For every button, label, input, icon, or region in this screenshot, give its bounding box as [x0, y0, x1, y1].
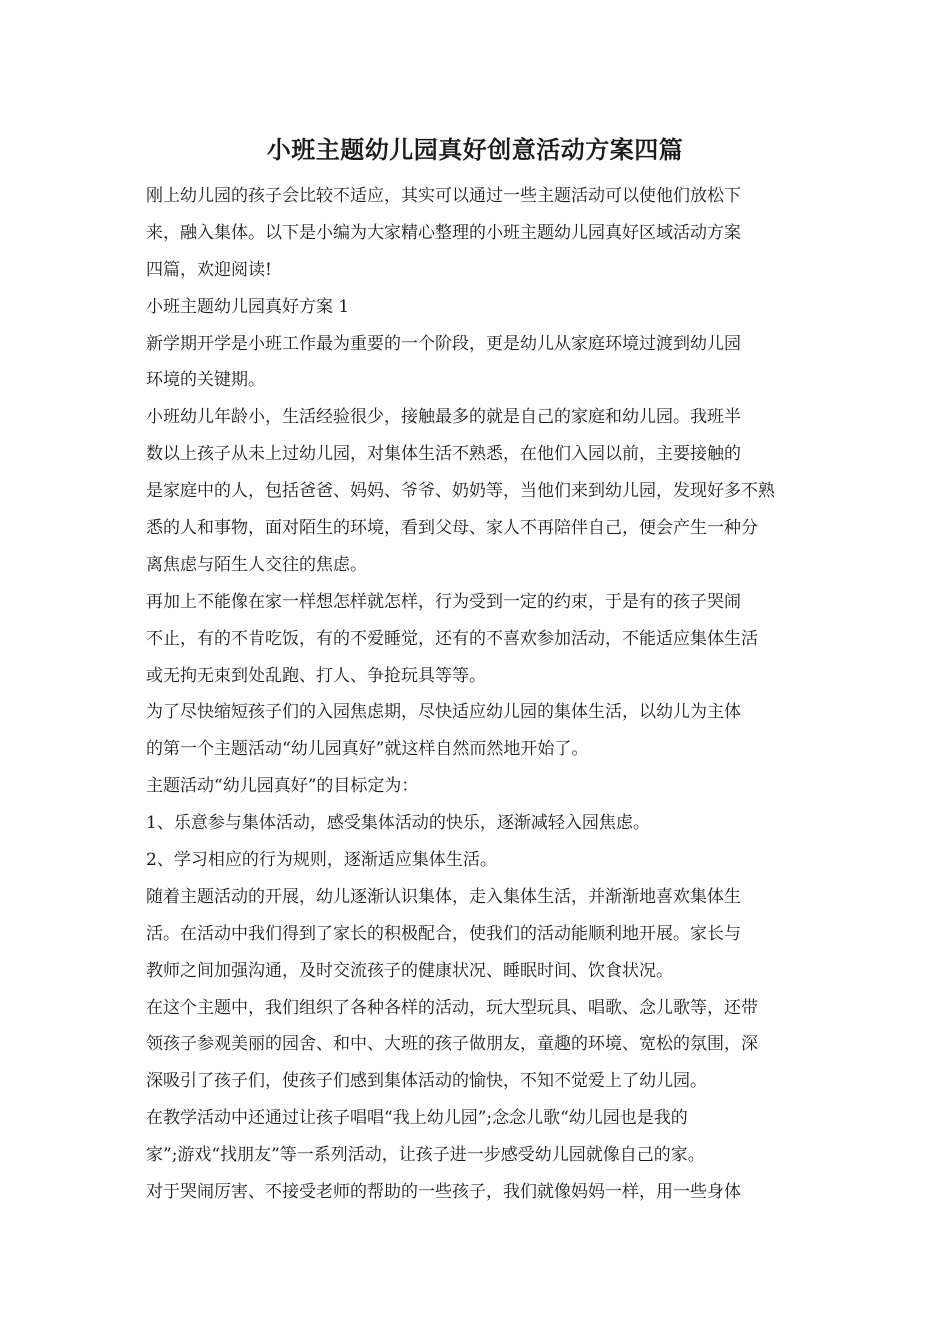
text-line: 离焦虑与陌生人交往的焦虑。 — [146, 554, 367, 575]
text-line: 活。在活动中我们得到了家长的积极配合，使我们的活动能顺利地开展。家长与 — [146, 923, 741, 944]
text-line: 环境的关键期。 — [146, 370, 265, 391]
text-line: 刚上幼儿园的孩子会比较不适应，其实可以通过一些主题活动可以使他们放松下 — [146, 186, 741, 206]
text-line: 为了尽快缩短孩子们的入园焦虑期，尽快适应幼儿园的集体生活，以幼儿为主体 — [146, 702, 741, 723]
text-line: 领孩子参观美丽的园舍、和中、大班的孩子做朋友，童趣的环境、宽松的氛围，深 — [146, 1034, 758, 1055]
text-line: 主题活动“幼儿园真好”的目标定为： — [146, 776, 419, 797]
text-line: 是家庭中的人，包括爸爸、妈妈、爷爷、奶奶等，当他们来到幼儿园，发现好多不熟 — [146, 481, 775, 502]
text-line: 数以上孩子从未上过幼儿园，对集体生活不熟悉，在他们入园以前，主要接触的 — [146, 444, 741, 465]
text-line: 家”;游戏“找朋友”等一系列活动，让孩子进一步感受幼儿园就像自己的家。 — [146, 1145, 705, 1166]
text-line: 深吸引了孩子们，使孩子们感到集体活动的愉快，不知不觉爱上了幼儿园。 — [146, 1071, 707, 1092]
text-line: 在这个主题中，我们组织了各种各样的活动，玩大型玩具、唱歌、念儿歌等，还带 — [146, 997, 758, 1018]
text-line: 的第一个主题活动“幼儿园真好”就这样自然而然地开始了。 — [146, 739, 589, 760]
text-line: 小班主题幼儿园真好方案 1 — [146, 296, 350, 317]
text-line: 2、学习相应的行为规则，逐渐适应集体生活。 — [146, 850, 497, 871]
text-line: 来，融入集体。以下是小编为大家精心整理的小班主题幼儿园真好区域活动方案 — [146, 222, 741, 243]
text-line: 悉的人和事物，面对陌生的环境，看到父母、家人不再陪伴自己，便会产生一种分 — [146, 518, 758, 539]
document-title: 小班主题幼儿园真好创意活动方案四篇 — [266, 135, 684, 164]
text-line: 小班幼儿年龄小，生活经验很少，接触最多的就是自己的家庭和幼儿园。我班半 — [146, 407, 741, 428]
text-line: 再加上不能像在家一样想怎样就怎样，行为受到一定的约束，于是有的孩子哭闹 — [146, 591, 741, 612]
text-line: 四篇，欢迎阅读! — [146, 259, 272, 280]
text-line: 或无拘无束到处乱跑、打人、争抢玩具等等。 — [146, 665, 486, 686]
text-line: 随着主题活动的开展，幼儿逐渐认识集体，走入集体生活，并渐渐地喜欢集体生 — [146, 886, 741, 907]
text-line: 1、乐意参与集体活动，感受集体活动的快乐，逐渐减轻入园焦虑。 — [146, 813, 650, 834]
text-line: 不止，有的不肯吃饭，有的不爱睡觉，还有的不喜欢参加活动，不能适应集体生活 — [146, 628, 758, 649]
document-body — [146, 178, 810, 1211]
text-line: 在教学活动中还通过让孩子唱唱“我上幼儿园”;念念儿歌“幼儿园也是我的 — [146, 1108, 688, 1129]
text-line: 教师之间加强沟通，及时交流孩子的健康状况、睡眠时间、饮食状况。 — [146, 960, 673, 981]
text-line: 新学期开学是小班工作最为重要的一个阶段，更是幼儿从家庭环境过渡到幼儿园 — [146, 333, 741, 354]
text-line: 对于哭闹厉害、不接受老师的帮助的一些孩子，我们就像妈妈一样，用一些身体 — [146, 1182, 741, 1203]
